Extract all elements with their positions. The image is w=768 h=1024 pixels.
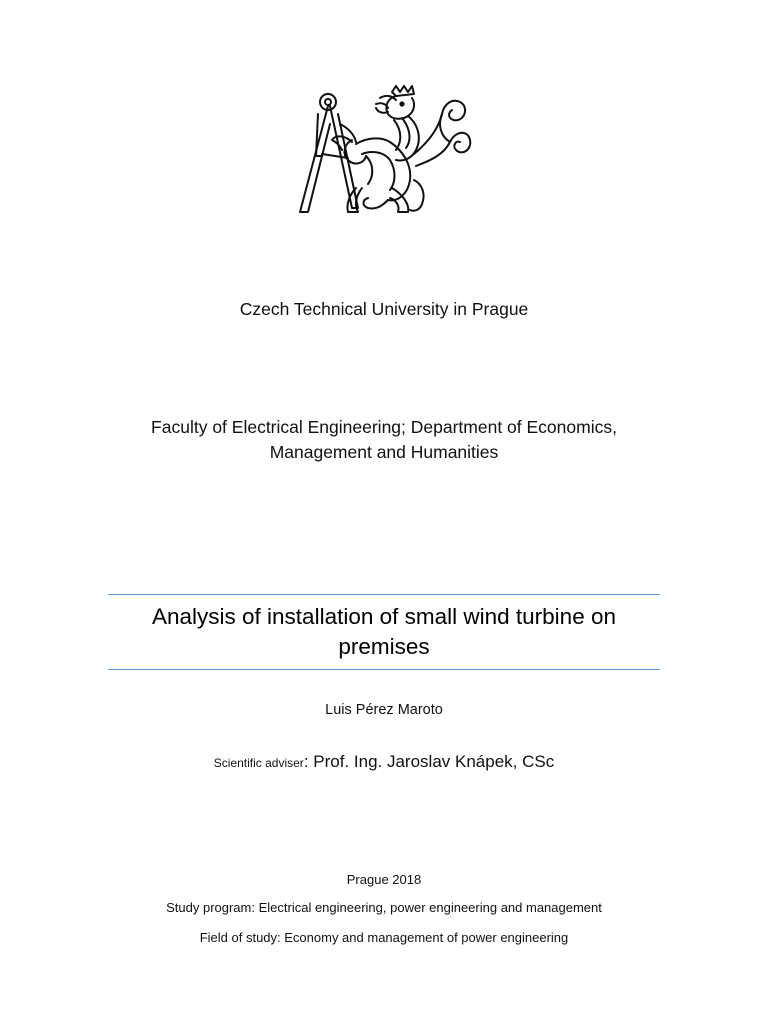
study-program: Study program: Electrical engineering, power engineering and management — [166, 900, 602, 915]
ctu-lion-logo-icon — [292, 84, 476, 216]
faculty-line-2: Management and Humanities — [269, 442, 499, 462]
title-rule-bottom — [108, 669, 660, 670]
university-name: Czech Technical University in Prague — [239, 299, 529, 319]
thesis-title — [0, 602, 768, 662]
adviser-separator: : — [303, 752, 314, 771]
title-rule-top — [108, 594, 660, 595]
adviser-name: Prof. Ing. Jaroslav Knápek, CSc — [313, 752, 555, 771]
thesis-title-line-1: Analysis of installation of small wind turbine on — [152, 604, 616, 629]
adviser-label: Scientific adviser — [213, 756, 304, 770]
thesis-title-line-2: premises — [338, 634, 430, 659]
faculty-line-1: Faculty of Electrical Engineering; Department of Economics, — [151, 417, 617, 437]
place-year: Prague 2018 — [346, 872, 422, 887]
scientific-adviser — [0, 750, 768, 775]
field-of-study: Field of study: Economy and management of power engineering — [199, 930, 569, 945]
faculty-department — [0, 415, 768, 465]
author-name: Luis Pérez Maroto — [325, 702, 443, 718]
